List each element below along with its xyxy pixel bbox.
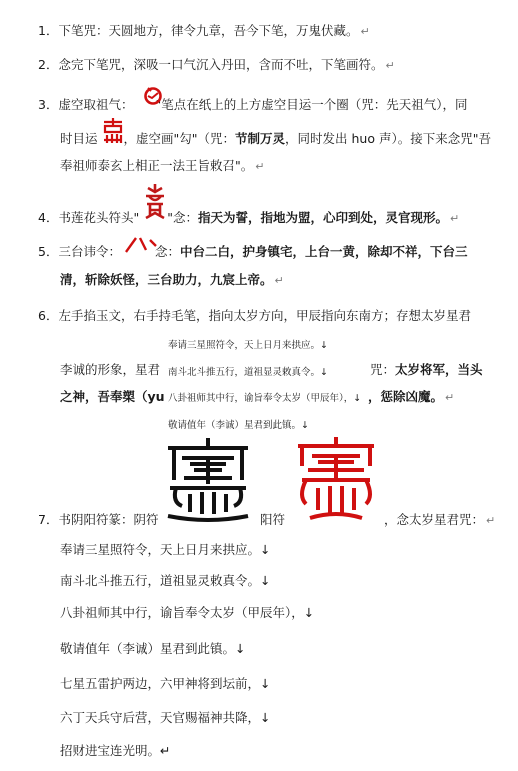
para-6-bold-3: ，惩除凶魔。 [368, 389, 444, 404]
para-5-text-b: 念： [154, 244, 180, 259]
para-5-num: 5． [38, 244, 59, 259]
verse-line: 六丁天兵守后营，天官赐福神共降，↓ [60, 710, 271, 725]
overlay-line-2: 南斗北斗推五行，道祖显灵敕真令。↓ [168, 367, 328, 378]
para-4-num: 4． [38, 210, 59, 225]
para-3-text-c: 时目运 [60, 131, 98, 146]
verse-line: 招财进宝连光明。↵ [60, 743, 171, 758]
return-mark-icon: ↵ [445, 391, 455, 404]
return-mark-icon: ↵ [385, 59, 395, 72]
para-1-text: 下笔咒：天圆地方，律令九章，吾今下笔，万鬼伏藏。 [58, 23, 359, 38]
para-6-text-c: 咒： [370, 362, 396, 377]
para-3-line-1 [38, 96, 467, 114]
para-3-text-d: ，虚空画"勾"（咒： [123, 131, 236, 146]
para-6-text-a: 左手掐玉文，右手持毛笔，指向太岁方向，甲辰指向东南方；存想太岁星君 [58, 308, 471, 323]
return-mark-icon: ↵ [274, 274, 284, 287]
para-7-text-c: ，念太岁星君咒： [384, 512, 485, 527]
para-2-num: 2． [38, 57, 59, 72]
verse-line: 南斗北斗推五行，道祖显灵敕真令。↓ [60, 573, 271, 588]
overlay-line-3: 八卦祖师其中行，谕旨奉令太岁（甲辰年），↓ [168, 393, 362, 404]
para-6-line-3 [60, 388, 165, 406]
para-5-line-1 [38, 243, 468, 261]
para-2-text: 念完下笔咒，深吸一口气沉入丹田，含而不吐，下笔画符。 [58, 57, 384, 72]
para-6-line-2-end [370, 361, 483, 379]
para-6-line-3-end [368, 388, 454, 407]
para-7 [38, 511, 158, 529]
para-3-text-b: "笔点在纸上的上方虚空目运一个圈（咒：先天祖气），同 [155, 97, 468, 112]
lotus-talisman-glyph-icon [140, 182, 170, 222]
return-mark-icon: ↵ [360, 25, 370, 38]
para-7-text-a: 书阴阳符篆：阴符 [58, 512, 159, 527]
para-6-text-b: 李诚的形象，星君 [60, 362, 161, 377]
overlay-line-1: 奉请三星照符令，天上日月来拱应。↓ [168, 340, 328, 351]
para-4 [38, 209, 459, 228]
para-5-text-a: 三台讳令： [58, 244, 121, 259]
para-3-text-f: 奉祖师泰玄上相正一法王旨敕召"。 [60, 158, 254, 173]
overlay-line-4: 敬请值年（李诚）星君到此镇。↓ [168, 420, 309, 431]
return-mark-icon: ↵ [255, 160, 265, 173]
para-6-bold-2: 之神，吾奉槊（yu [60, 389, 165, 404]
para-3-bold: 节制万灵 [235, 131, 286, 146]
verse-line: 奉请三星照符令，天上日月来拱应。↓ [60, 542, 271, 557]
para-5-bold-1: 中台二白，护身镇宅，上台一黄，除却不祥，下台三 [179, 244, 468, 259]
return-mark-icon: ↵ [486, 514, 496, 527]
para-3-line-3 [60, 157, 264, 176]
para-2 [38, 56, 395, 75]
para-7-text-b: 阳符 [260, 512, 286, 527]
para-4-bold: 指天为誓，指地为盟，心印到处，灵官现形。 [197, 210, 448, 225]
para-6-line-1 [38, 307, 471, 325]
para-4-text-a: 书莲花头符头" [58, 210, 140, 225]
red-circle-symbol-icon [142, 85, 164, 107]
para-1 [38, 22, 370, 41]
para-1-num: 1． [38, 23, 59, 38]
return-mark-icon: ↵ [449, 212, 460, 225]
para-7-mid [260, 511, 285, 529]
para-6-line-2 [60, 361, 160, 379]
para-6-num: 6． [38, 308, 59, 323]
para-3-text-a: 虚空取祖气： [58, 97, 134, 112]
para-7-end [384, 511, 495, 530]
para-5-line-2 [60, 271, 284, 290]
verse-line: 七星五雷护两边，六甲神将到坛前，↓ [60, 676, 271, 691]
yin-talisman-seal-icon [160, 434, 256, 522]
para-7-num: 7． [38, 512, 59, 527]
para-3-text-e: ，同时发出 huo 声）。接下来念咒"吾 [285, 131, 491, 146]
para-4-text-b: "念： [167, 210, 198, 225]
red-seal-glyph-icon [100, 116, 126, 146]
yang-talisman-seal-icon [288, 434, 384, 522]
para-6-bold-1: 太岁将军，当头 [395, 362, 483, 377]
red-strokes-glyph-icon [122, 234, 158, 256]
verse-line: 敬请值年（李诚）星君到此镇。↓ [60, 641, 246, 656]
para-3-num: 3． [38, 97, 59, 112]
verse-line: 八卦祖师其中行，谕旨奉令太岁（甲辰年），↓ [60, 605, 315, 620]
para-5-bold-2: 清，斩除妖怪，三台助力，九宸上帝。 [60, 272, 273, 287]
